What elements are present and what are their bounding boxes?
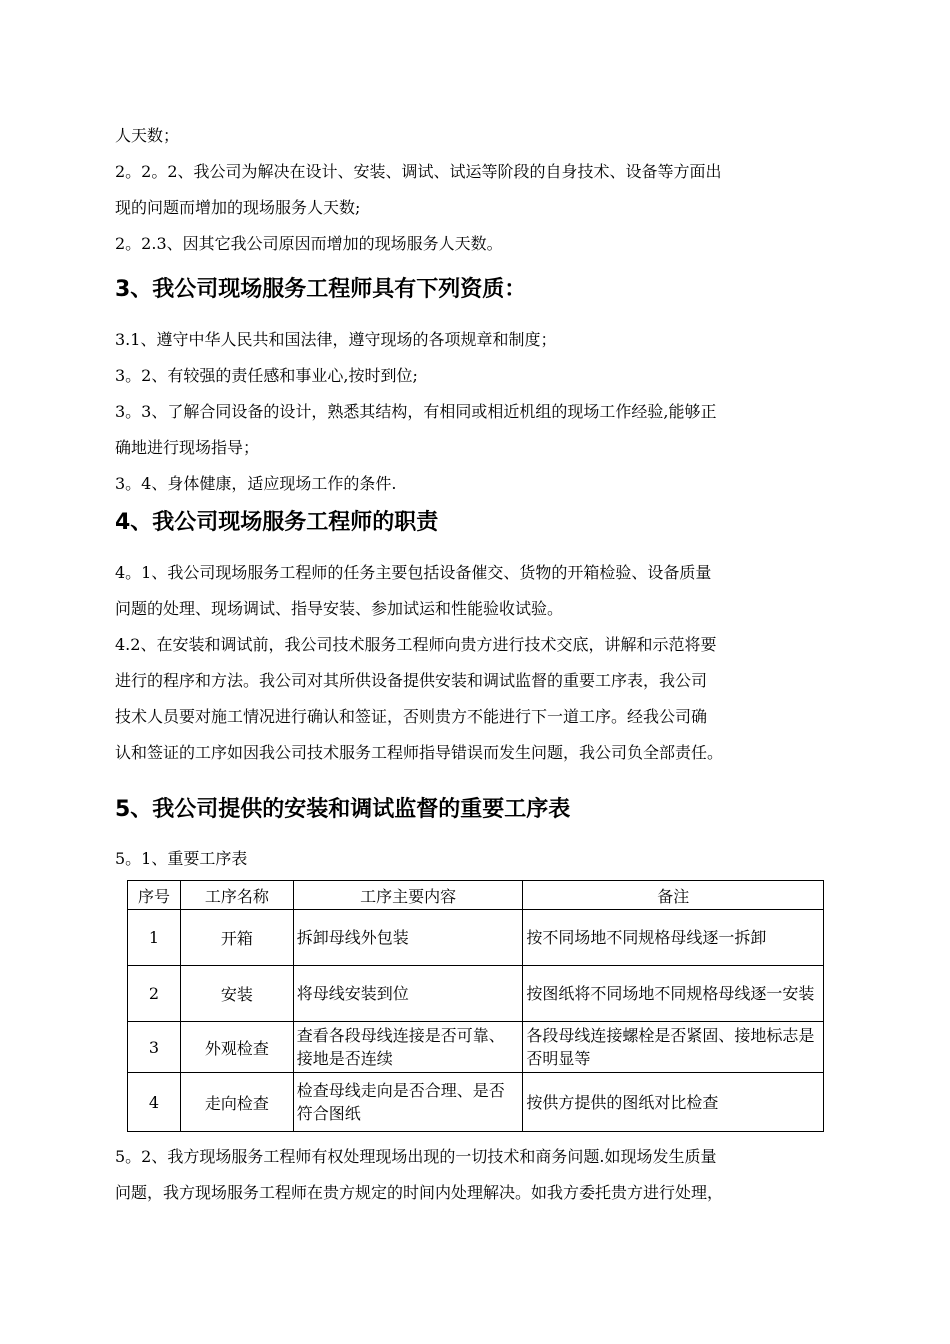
header-content: 工序主要内容	[293, 881, 523, 910]
heading-section-4: 4、我公司现场服务工程师的职责	[115, 510, 439, 535]
header-name: 工序名称	[180, 881, 293, 910]
cell-no: 1	[128, 910, 181, 966]
text-line: 3。3、了解合同设备的设计，熟悉其结构，有相同或相近机组的现场工作经验,能够正	[115, 402, 717, 421]
text-line: 问题，我方现场服务工程师在贵方规定的时间内处理解决。如我方委托贵方进行处理，	[115, 1183, 724, 1202]
text-line: 问题的处理、现场调试、指导安装、参加试运和性能验收试验。	[115, 599, 564, 618]
section-5-2-text	[115, 1139, 723, 1211]
cell-content: 将母线安装到位	[293, 966, 523, 1022]
table-row	[128, 1073, 824, 1132]
table-row	[128, 1022, 824, 1073]
cell-content: 检查母线走向是否合理、是否符合图纸	[293, 1073, 523, 1132]
text-line: 3。4、身体健康，适应现场工作的条件.	[115, 474, 397, 493]
table-header-row	[128, 881, 824, 910]
header-note: 备注	[523, 881, 824, 910]
text-line: 4.2、在安装和调试前，我公司技术服务工程师向贵方进行技术交底，讲解和示范将要	[115, 635, 717, 654]
text-line: 4。1、我公司现场服务工程师的任务主要包括设备催交、货物的开箱检验、设备质量	[115, 563, 712, 582]
cell-name: 开箱	[180, 910, 293, 966]
heading-section-3: 3、我公司现场服务工程师具有下列资质：	[115, 277, 527, 302]
text-line: 人天数；	[115, 126, 180, 145]
text-line: 2。2。2、我公司为解决在设计、安装、调试、试运等阶段的自身技术、设备等方面出	[115, 162, 722, 181]
cell-note: 按图纸将不同场地不同规格母线逐一安装	[523, 966, 824, 1022]
table-caption: 5。1、重要工序表	[115, 849, 248, 868]
text-line: 2。2.3、因其它我公司原因而增加的现场服务人天数。	[115, 234, 503, 253]
cell-name: 安装	[180, 966, 293, 1022]
text-line: 现的问题而增加的现场服务人天数;	[115, 198, 361, 217]
heading-section-5: 5、我公司提供的安装和调试监督的重要工序表	[115, 797, 571, 822]
section-4-text	[115, 555, 723, 771]
cell-note: 各段母线连接螺栓是否紧固、接地标志是否明显等	[523, 1022, 824, 1073]
cell-no: 4	[128, 1073, 181, 1132]
cell-name: 外观检查	[180, 1022, 293, 1073]
cell-content: 拆卸母线外包装	[293, 910, 523, 966]
table-row	[128, 966, 824, 1022]
text-line: 3.1、遵守中华人民共和国法律，遵守现场的各项规章和制度；	[115, 330, 557, 349]
text-line: 5。2、我方现场服务工程师有权处理现场出现的一切技术和商务问题.如现场发生质量	[115, 1147, 717, 1166]
table-row	[128, 910, 824, 966]
cell-name: 走向检查	[180, 1073, 293, 1132]
section-3-text	[115, 322, 716, 502]
text-line: 3。2、有较强的责任感和事业心,按时到位;	[115, 366, 418, 385]
text-line: 技术人员要对施工情况进行确认和签证，否则贵方不能进行下一道工序。经我公司确	[115, 707, 708, 726]
text-line: 进行的程序和方法。我公司对其所供设备提供安装和调试监督的重要工序表，我公司	[115, 671, 708, 690]
cell-no: 2	[128, 966, 181, 1022]
text-line: 认和签证的工序如因我公司技术服务工程师指导错误而发生问题，我公司负全部责任。	[115, 743, 724, 762]
header-no: 序号	[128, 881, 181, 910]
cell-content: 查看各段母线连接是否可靠、接地是否连续	[293, 1022, 523, 1073]
section-2-2-text	[115, 118, 722, 262]
text-line: 确地进行现场指导；	[115, 438, 260, 457]
cell-note: 按不同场地不同规格母线逐一拆卸	[523, 910, 824, 966]
process-table	[127, 880, 824, 1132]
cell-note: 按供方提供的图纸对比检查	[523, 1073, 824, 1132]
cell-no: 3	[128, 1022, 181, 1073]
